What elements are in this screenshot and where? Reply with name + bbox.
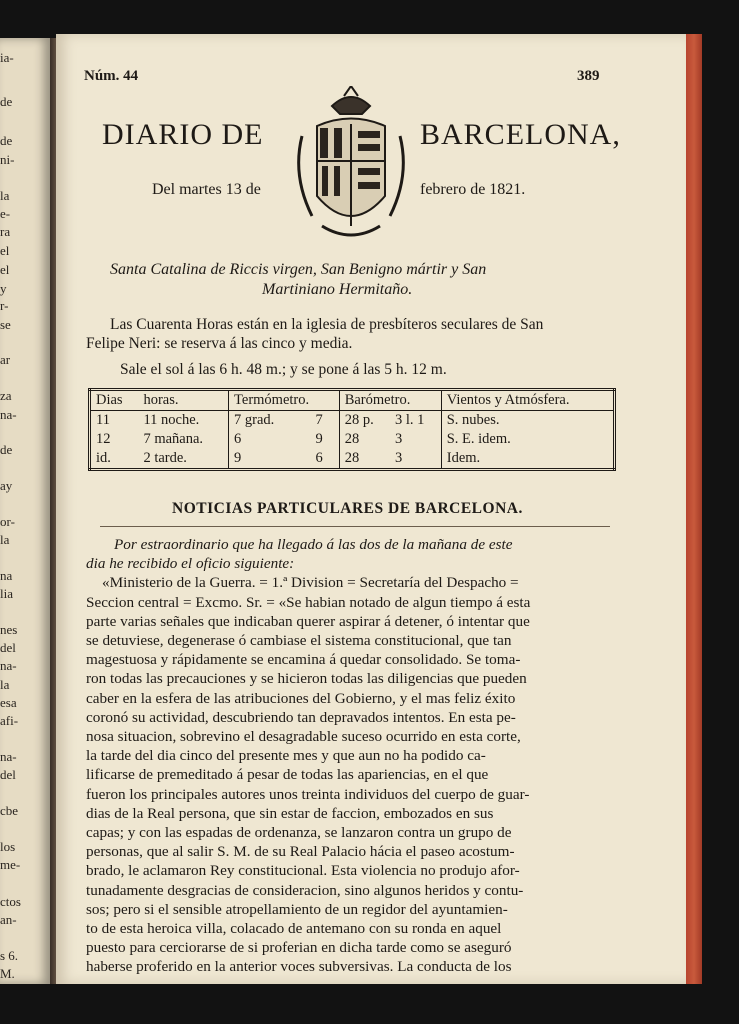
article-line: ron todas las precauciones y se hicieron todas las diligencias que pueden <box>86 670 527 688</box>
article-line: lificarse de premeditado á pesar de todas las apariencias, en el que <box>86 766 489 784</box>
header-termometro: Termómetro. <box>229 390 340 411</box>
article-line: haberse proferido en la anterior voces subversivas. La conducta de los <box>86 958 512 976</box>
article-line: Seccion central = Excmo. Sr. = «Se habian notado de algun tiempo á esta <box>86 593 531 611</box>
left-page-fragment: me- <box>0 857 21 872</box>
article-line: dias de la Real persona, que sin estar de faccion, embozados en sus <box>86 804 494 822</box>
left-page-fragment: de <box>0 133 13 148</box>
article-line: sos; pero si el sensible atropellamiento de un regidor del ayuntamien- <box>86 900 508 918</box>
left-page-fragment: ia- <box>0 50 14 65</box>
left-page-fragment: la <box>0 677 10 692</box>
masthead-title-left: DIARIO DE <box>102 118 264 151</box>
left-page-fragment: del <box>0 767 16 782</box>
left-page-fragment: na- <box>0 407 17 422</box>
weather-table-header <box>90 390 615 411</box>
article-line: dia he recibido el oficio siguiente: <box>86 555 295 573</box>
article-line: personas, que al salir S. M. de su Real Palacio hácia el paseo acostum- <box>86 843 515 861</box>
left-page-fragment: an- <box>0 912 17 927</box>
left-page-fragment: la <box>0 532 10 547</box>
notice-line-1: Las Cuarenta Horas están en la iglesia de presbíteros seculares de San <box>110 316 544 333</box>
article-line: brado, le aclamaron Rey constitucional. Esta violencia no produjo afor- <box>86 862 520 880</box>
left-page-fragment: nes <box>0 622 18 637</box>
left-page-fragment: ctos <box>0 894 21 909</box>
sun-times-line: Sale el sol á las 6 h. 48 m.; y se pone á las 5 h. 12 m. <box>120 361 447 378</box>
cell-termo-b: 7 <box>315 412 323 428</box>
left-page-fragment: na <box>0 568 13 583</box>
left-page-fragment: na- <box>0 749 17 764</box>
left-page-fragment: za <box>0 388 12 403</box>
header-barometro: Barómetro. <box>339 390 441 411</box>
article-line: se detuviese, degenerase ó cambiase el sistema constitucional, que tan <box>86 632 512 650</box>
date-right: febrero de 1821. <box>420 181 526 198</box>
table-row <box>90 430 615 449</box>
cell-termo-a: 6 <box>229 430 311 449</box>
article-line: tunadamente desgracias de consideracion, sino algunos heridos y contu- <box>86 881 524 899</box>
left-facing-page <box>0 38 50 984</box>
date-left: Del martes 13 de <box>152 181 261 198</box>
cell-termo-a: 7 grad. <box>229 411 311 431</box>
cell-baro-b: 3 <box>394 431 403 447</box>
article-line: coronó su actividad, descubriendo tan depravados intentos. En esta pe- <box>86 708 516 726</box>
article-line: «Ministerio de la Guerra. = 1.ª Division = Secretaría del Despacho = <box>102 574 519 592</box>
header-vientos: Vientos y Atmósfera. <box>441 390 614 411</box>
cell-baro-b: 3 l. 1 <box>394 412 425 428</box>
saints-line-2: Martiniano Hermitaño. <box>262 281 413 298</box>
left-page-fragment: r- <box>0 298 9 313</box>
cell-baro-a: 28 <box>339 430 390 449</box>
left-page-fragment: or- <box>0 514 15 529</box>
coat-of-arms-icon <box>292 86 410 246</box>
left-page-fragment: el <box>0 243 10 258</box>
cell-baro-b: 3 <box>394 450 403 466</box>
issue-number: Núm. 44 <box>84 68 139 84</box>
cell-hora: 2 tarde. <box>143 450 187 466</box>
cell-viento: S. nubes. <box>441 411 614 431</box>
section-divider <box>100 526 610 527</box>
left-page-fragment: el <box>0 262 10 277</box>
article-line: la tarde del dia cinco del presente mes y que aun no ha podido ca- <box>86 747 486 765</box>
cell-termo-a: 9 <box>229 449 311 470</box>
article-body <box>86 535 618 977</box>
table-row <box>90 449 615 470</box>
masthead-title-right: BARCELONA, <box>420 118 621 151</box>
left-page-fragment: s 6. <box>0 948 19 963</box>
table-row <box>90 411 615 431</box>
left-page-fragment: de <box>0 94 13 109</box>
left-page-fragment: ni- <box>0 152 15 167</box>
left-page-fragment: ar <box>0 352 11 367</box>
notice-line-2: Felipe Neri: se reserva á las cinco y media. <box>86 335 353 352</box>
cell-dia: 11 <box>96 412 110 428</box>
left-page-fragment: la <box>0 188 10 203</box>
left-page-fragment: lia <box>0 586 13 601</box>
cell-dia: 12 <box>96 431 111 447</box>
cell-dia: id. <box>96 450 111 466</box>
left-page-fragment: afi- <box>0 713 19 728</box>
left-page-fragment: na- <box>0 658 17 673</box>
page-number: 389 <box>577 68 600 84</box>
cell-baro-a: 28 p. <box>339 411 390 431</box>
article-line: Por estraordinario que ha llegado á las dos de la mañana de este <box>114 536 513 553</box>
left-page-fragment: e- <box>0 206 11 221</box>
article-line: puesto para cerciorarse de si proferian en dicha tarde como se aseguró <box>86 939 512 957</box>
header-horas: horas. <box>138 390 228 411</box>
left-page-fragment: esa <box>0 695 17 710</box>
left-page-fragment: del <box>0 640 16 655</box>
left-page-fragment: ay <box>0 478 13 493</box>
cell-viento: Idem. <box>441 449 614 470</box>
header-dias: Dias <box>90 390 139 411</box>
left-page-fragment: y <box>0 281 7 296</box>
cell-baro-a: 28 <box>339 449 390 470</box>
article-line: parte varias señales que indicaban querer aspirar á detener, ó intentar que <box>86 612 530 630</box>
article-line: to de esta heroica villa, colacado de antemano con su ronda en aquel <box>86 920 502 938</box>
left-page-fragment: M. <box>0 966 15 981</box>
section-title: NOTICIAS PARTICULARES DE BARCELONA. <box>172 500 523 517</box>
left-page-fragment: de <box>0 442 13 457</box>
left-page-fragment: los <box>0 839 16 854</box>
cell-viento: S. E. idem. <box>441 430 614 449</box>
cell-hora: 11 noche. <box>143 412 200 428</box>
article-line: nosa situacion, sobrevino el desagradable suceso ocurrido en esta corte, <box>86 728 521 746</box>
left-page-fragment: se <box>0 317 11 332</box>
red-page-edge <box>686 34 702 984</box>
weather-table <box>88 388 616 471</box>
article-line: magestuosa y rápidamente se encamina á quedar consolidado. Se toma- <box>86 651 521 669</box>
cell-hora: 7 mañana. <box>143 431 204 447</box>
cell-termo-b: 9 <box>315 431 323 447</box>
article-line: capas; y con las espadas de ordenanza, se lanzaron contra un grupo de <box>86 824 512 842</box>
cell-termo-b: 6 <box>315 450 323 466</box>
left-page-fragment: ra <box>0 224 11 239</box>
article-line: caber en la esfera de las atribuciones del Gobierno, y el mas feliz éxito <box>86 689 516 707</box>
left-page-fragment: cbe <box>0 803 19 818</box>
article-line: fueron los principales autores unos treinta individuos del cuerpo de guar- <box>86 785 530 803</box>
saints-line-1: Santa Catalina de Riccis virgen, San Benigno mártir y San <box>110 261 487 278</box>
